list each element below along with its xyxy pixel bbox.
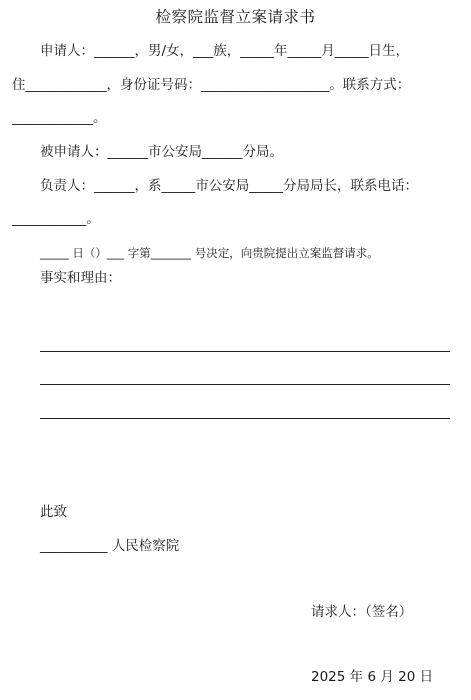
closing-text: 此致	[40, 504, 67, 520]
responsible-line-2: ___________。	[12, 211, 100, 227]
request-date: 2025 年 6 月 20 日	[311, 669, 434, 685]
facts-heading: 事实和理由：	[40, 270, 121, 286]
applicant-line-3: ____________。	[12, 110, 107, 126]
facts-rule-2	[40, 384, 450, 385]
document-title: 检察院监督立案请求书	[155, 8, 316, 26]
facts-rule-1	[40, 351, 450, 352]
requester-signature: 请求人：（签名）	[311, 604, 413, 620]
respondent-line: 被申请人：______市公安局______分局。	[40, 144, 283, 160]
decision-line: _____ 日（）___ 字第_______ 号决定，向贵院提出立案监督请求。	[40, 246, 379, 260]
applicant-line-2: 住____________，身份证号码：___________________。联系方式：	[12, 77, 411, 93]
applicant-line-1: 申请人：______，男/女，___族，_____年_____月_____日生，	[40, 43, 410, 59]
responsible-line-1: 负责人：______，系_____市公安局_____分局局长，联系电话：	[40, 178, 418, 194]
facts-rule-3	[40, 418, 450, 419]
recipient-line: __________ 人民检察院	[40, 538, 180, 554]
